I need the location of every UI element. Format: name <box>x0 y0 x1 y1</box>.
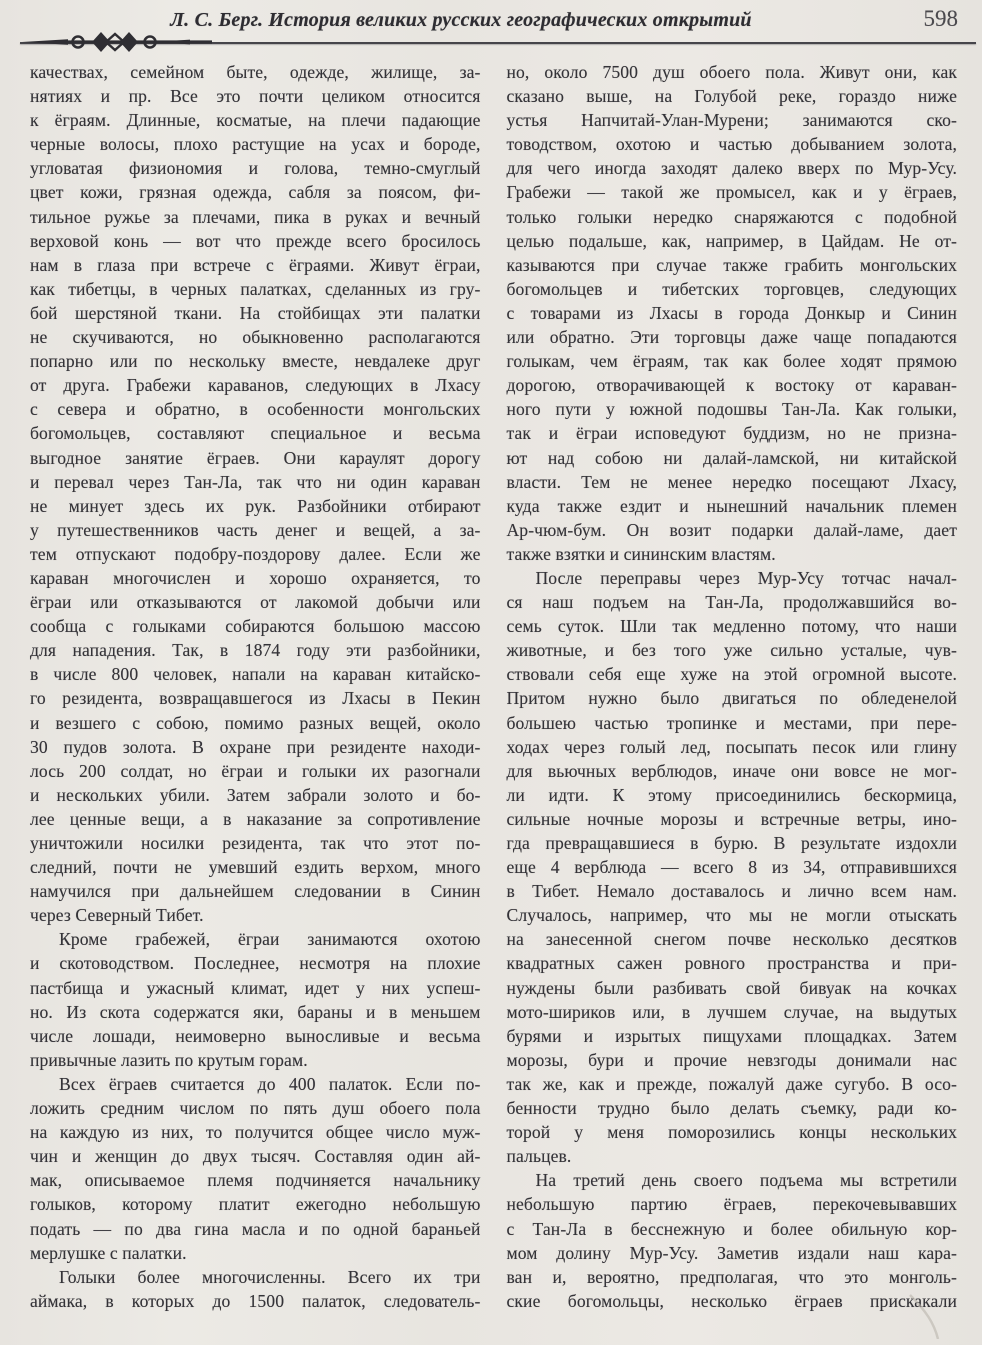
text-line: только голыки нередко снаряжаются с подобной <box>506 206 957 227</box>
text-line: числе лошади, неимоверно выносливые и весьма <box>30 1025 481 1046</box>
text-line: уничтожили носилки резидента, так что этот по- <box>30 833 481 853</box>
text-line: тем отпускают подобру-поздорову далее. Если же <box>30 543 481 564</box>
text-line: цвет кожи, грязная одежда, сабля за поясом, фи- <box>30 182 481 203</box>
text-line: сообща с голыками собираются большою массою <box>30 616 481 637</box>
text-line: но. Из скота содержатся яки, бараны и в меньшем <box>30 1001 481 1022</box>
paragraph <box>30 60 481 927</box>
text-line: с товарами из Лхасы в города Донкыр и Синин <box>506 302 957 323</box>
text-line: животные, и без того уже сильно усталые, чув- <box>506 640 957 661</box>
text-line: устья Напчитай-Улан-Мурени; занимаются ско- <box>506 110 957 131</box>
text-line: го резидента, возвращавшегося из Лхасы в Пекин <box>30 688 481 709</box>
running-header <box>0 6 982 46</box>
text-line: ся наш подъем на Тан-Ла, продолжавшийся во- <box>506 592 957 613</box>
text-line: и нескольких убили. Затем забрали золото и бо- <box>30 784 481 805</box>
text-line: ют над собою ни далай-ламской, ни китайской <box>506 447 957 468</box>
text-line: товодством, охотою и частью добыванием золота, <box>506 134 957 155</box>
text-line: На третий день своего подъема мы встретили <box>535 1170 957 1191</box>
text-line: После переправы через Мур-Усу тотчас начал- <box>535 567 957 588</box>
text-line: 30 пудов золота. В охране при резиденте находи- <box>30 736 481 757</box>
paragraph <box>30 1265 481 1313</box>
paragraph <box>507 566 958 1168</box>
text-line: гда превращавшиеся в бурю. В результате издохли <box>506 833 957 853</box>
text-line: власти. Тем не менее нередко посещают Лхасу, <box>506 471 957 492</box>
text-line: ложить средним числом по пять душ обоего пола <box>30 1098 481 1119</box>
text-column-left <box>30 60 481 1345</box>
text-line: подать — по два гина масла и по одной бараньей <box>30 1218 481 1239</box>
text-line: у путешественников часть денег и вещей, а за- <box>30 519 481 540</box>
text-line: угловатая физиономия и голова, темно-смуглый <box>30 158 481 179</box>
text-line: намучился при дальнейшем следовании в Синин <box>30 881 481 902</box>
scan-artifact-mark <box>904 1293 964 1339</box>
text-line: и везшего с собою, помимо разных вещей, около <box>30 712 481 733</box>
text-line: не минует здесь их рук. Разбойники отбирают <box>30 495 481 516</box>
text-line: бой шерстяной ткани. На стойбищах эти палатки <box>30 302 481 323</box>
text-line: мом долину Мур-Усу. Заметив издали наш кара- <box>506 1242 957 1263</box>
page-number: 598 <box>923 6 958 31</box>
text-line: выгодное занятие ёграев. Они караулят дорогу <box>30 447 481 468</box>
text-line: небольшую партию ёграев, перекочевывавших <box>506 1194 957 1215</box>
text-line: чин и женщин до двух тысяч. Составляя один ай- <box>30 1146 481 1167</box>
text-line: верховой конь — вот что прежде всего бросилось <box>30 230 481 251</box>
text-line: ёграи или отказываются от лакомой добычи или <box>30 592 481 613</box>
text-line: следний, почти не умевший ездить верхом, много <box>30 857 481 878</box>
text-line: так и ёграи исповедуют буддизм, но не призна- <box>506 423 957 444</box>
text-line: богомольцев и тибетских торговцев, следующих <box>506 278 957 299</box>
paragraph <box>507 60 958 566</box>
text-line: мак, описываемое племя подчиняется начальнику <box>30 1170 481 1191</box>
text-line: как тибетцы, в черных палатках, сделанных из гру- <box>30 278 481 299</box>
text-line: черные волосы, плохо растущие на усах и бороде, <box>30 134 481 155</box>
text-line: или обратно. Эти торговцы даже чаще попадаются <box>506 327 957 348</box>
text-line: ходах через голый лед, посыпать песок или глину <box>506 736 957 757</box>
text-line: лось 200 солдат, но ёграи и голыки их разогнали <box>30 760 481 781</box>
text-line: бенности трудно было делать съемку, ради ко- <box>506 1098 957 1119</box>
text-line: для чего иногда заходят далеко вверх по Мур-Усу. <box>506 158 957 179</box>
text-line: большею частью тропинке и местами, при пере- <box>506 712 957 733</box>
text-line: Ар-чюм-бум. Он возит подарки далай-ламе, дает <box>506 519 957 540</box>
text-line: нам в глаза при встрече с ёграями. Живут ёграи, <box>30 254 481 275</box>
text-line: куда также ездит и нынешний начальник племен <box>506 495 957 516</box>
text-line: ские богомольцы, несколько ёграев прискакали <box>506 1290 957 1311</box>
text-line: в числе 800 человек, напали на караван китайско- <box>30 664 481 685</box>
paragraph <box>30 1072 481 1265</box>
text-line: от друга. Грабежи караванов, следующих в Лхасу <box>30 375 481 396</box>
text-line: квадратных сажен ровного пространства и при- <box>506 953 957 974</box>
text-line: Голыки более многочисленны. Всего их три <box>59 1266 481 1287</box>
text-line: мото-шириков или, в лучшем случае, на выдутых <box>506 1001 957 1022</box>
text-line: Случалось, например, что мы не могли отыскать <box>506 905 957 926</box>
text-line: ного пути у южной подошвы Тан-Ла. Как голыки, <box>506 399 957 420</box>
running-header-title: Л. С. Берг. История великих русских географических открытий <box>170 9 752 31</box>
text-line: богомольцев, составляют специальное и весьма <box>30 423 481 444</box>
text-line: дорогою, отворачивающей к востоку от караван- <box>506 375 957 396</box>
text-line: качествах, семейном быте, одежде, жилище, за- <box>30 62 481 82</box>
text-line: тильное ружье за плечами, пика в руках и вечный <box>30 206 481 227</box>
text-line: на каждую из них, то получится общее число муж- <box>30 1122 481 1143</box>
text-line: нятиях и пр. Все это почти целиком относится <box>30 86 481 107</box>
text-line: Кроме грабежей, ёграи занимаются охотою <box>59 929 481 950</box>
text-line: в Тибет. Немало доставалось и лично всем нам. <box>506 881 957 902</box>
text-line: ли идти. К этому присоединились бескормица, <box>506 784 957 805</box>
text-column-right <box>507 60 958 1345</box>
text-line: для вьючных верблюдов, иначе они вовсе не мог- <box>506 760 957 781</box>
text-line: пастбища и ужасный климат, идет у них успеш- <box>30 977 481 998</box>
text-line: также взятки и сининским властям. <box>506 543 776 564</box>
text-line: сказано выше, на Голубой реке, гораздо ниже <box>506 86 957 107</box>
paragraph <box>507 1168 958 1313</box>
text-line: караван многочислен и хорошо охраняется, то <box>30 567 481 588</box>
text-line: с Тан-Ла в бесснежную и более обильную кор- <box>506 1218 957 1239</box>
text-line: для нападения. Так, в 1874 году эти разбойники, <box>30 640 481 661</box>
text-line: голыков, которому платит ежегодно небольшую <box>30 1194 481 1215</box>
text-line: через Северный Тибет. <box>30 905 204 926</box>
text-line: так же, как и прежде, пожалуй даже сугубо. В осо- <box>506 1073 957 1094</box>
text-line: не скучиваются, но обыкновенно располагаются <box>30 327 481 348</box>
text-line: с севера и обратно, в особенности монгольских <box>30 399 481 420</box>
text-line: попарно или по нескольку вместе, невдалеке друг <box>30 351 481 372</box>
text-line: Всех ёграев считается до 400 палаток. Если по- <box>59 1073 481 1094</box>
text-line: на занесенной снегом почве несколько десятков <box>506 929 957 950</box>
text-line: нуждены были разбивать свой бивуак на кочках <box>506 977 957 998</box>
text-line: семь суток. Шли так медленно потому, что наши <box>506 616 957 637</box>
text-line: привычные лазить по крутым горам. <box>30 1049 308 1070</box>
text-line: и скотоводством. Последнее, несмотря на плохие <box>30 953 481 974</box>
text-body <box>30 60 957 1345</box>
arrow-ornament-icon <box>22 28 212 56</box>
text-line: аймака, в которых до 1500 палаток, следователь- <box>30 1290 481 1311</box>
text-line: к ёграям. Длинные, косматые, на плечи падающие <box>30 110 481 131</box>
text-line: бурями и изрытых пищухами площадках. Затем <box>506 1025 957 1046</box>
text-line: голыкам, чем ёграям, так как более ходят прямою <box>506 351 957 372</box>
paragraph <box>30 927 481 1072</box>
text-line: морозы, бури и прочие невзгоды донимали нас <box>506 1049 957 1070</box>
text-line: сильные ночные морозы и встречные ветры, ино- <box>506 808 957 829</box>
text-line: но, около 7500 душ обоего пола. Живут они, как <box>506 62 957 82</box>
text-line: пальцев. <box>506 1146 572 1167</box>
text-line: ствовали себя еще хуже на этой огромной высоте. <box>506 664 957 685</box>
text-line: ван и, вероятно, предполагая, что это монголь- <box>506 1266 957 1287</box>
text-line: целью подальше, как, например, в Цайдам. Не от- <box>506 230 957 251</box>
text-line: и перевал через Тан-Ла, так что ни один караван <box>30 471 481 492</box>
text-line: казываются при случае также грабить монгольских <box>506 254 957 275</box>
text-line: Грабежи — такой же промысел, как и у ёграев, <box>506 182 957 203</box>
text-line: лее ценные вещи, а в наказание за сопротивление <box>30 808 481 829</box>
text-line: Притом нужно было двигаться по обледенелой <box>506 688 957 709</box>
text-line: еще 4 верблюда — всего 8 из 34, отправившихся <box>506 857 957 878</box>
text-line: торой у меня поморозились концы нескольких <box>506 1122 957 1143</box>
text-line: мерлушке с палатки. <box>30 1242 187 1263</box>
